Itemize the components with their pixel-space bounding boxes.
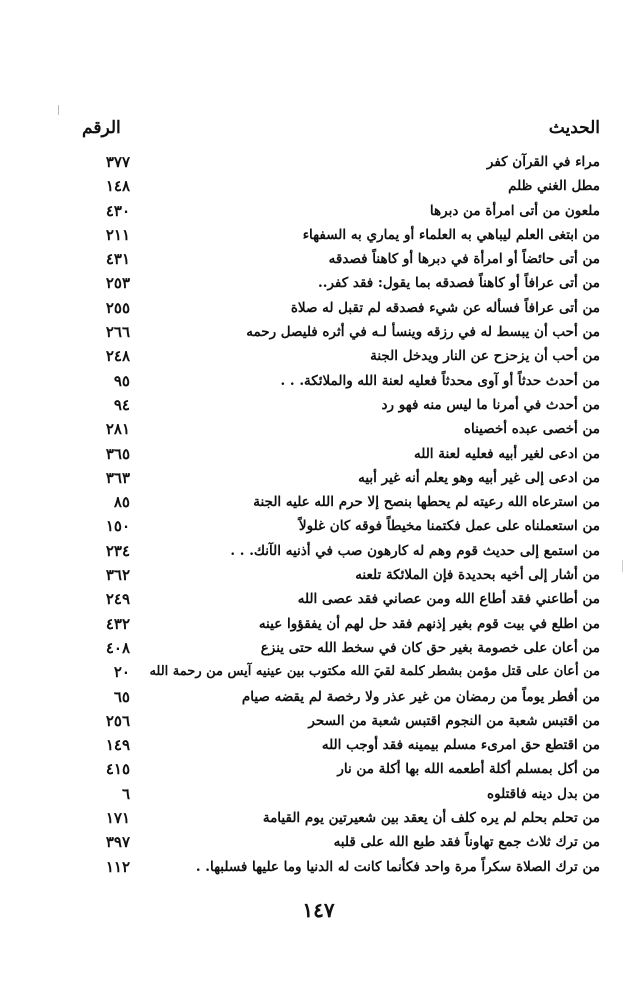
hadith-number: ١٤٨ — [105, 177, 130, 196]
index-row — [60, 541, 600, 565]
index-row — [60, 735, 600, 759]
index-row — [60, 832, 600, 856]
hadith-number: ٢٤٩ — [105, 590, 130, 609]
hadith-number: ١٧١ — [105, 809, 130, 828]
hadith-number: ٨٥ — [113, 493, 130, 512]
hadith-number: ٢٦٦ — [105, 323, 130, 342]
hadith-number: ٢١١ — [105, 225, 130, 244]
hadith-text: من أحدث في أمرنا ما ليس منه فهو رد — [381, 396, 600, 413]
hadith-text: من أحدث حدثاً أو آوى محدثاً فعليه لعنة الله والملائكة. . . — [280, 372, 600, 389]
hadith-number: ٣٦٥ — [105, 444, 130, 463]
index-row — [60, 322, 600, 346]
hadith-text: من اطلع في بيت قوم بغير إذنهم فقد حل لهم أن يفقؤوا عينه — [258, 615, 600, 632]
index-row — [60, 444, 600, 468]
hadith-text: من استعملناه على عمل فكتمنا مخيطاً فوقه كان غلولاً — [298, 518, 600, 535]
index-header — [70, 118, 600, 146]
hadith-text: من ابتغى العلم ليباهي به العلماء أو يماري به السفهاء — [302, 226, 600, 243]
hadith-text: مطل الغني ظلم — [508, 178, 600, 195]
hadith-number: ٤٠٨ — [105, 638, 130, 657]
hadith-text: من أتى حائضاً أو امرأة في دبرها أو كاهناً فصدقه — [328, 251, 600, 268]
hadith-number: ٢٠ — [113, 663, 130, 682]
index-row — [60, 662, 600, 686]
hadith-text: من ترك ثلاث جمع تهاوناً فقد طبع الله على قلبه — [333, 834, 600, 851]
index-row — [60, 492, 600, 516]
hadith-number: ٢٨١ — [105, 420, 130, 439]
hadith-text: من ادعى لغير أبيه فعليه لعنة الله — [413, 445, 600, 462]
hadith-text: من أتى عرافاً أو كاهناً فصدقه بما يقول: فقد كفر.. — [318, 275, 600, 292]
hadith-number: ٣٧٧ — [105, 153, 130, 171]
index-row — [60, 614, 600, 638]
index-row — [60, 273, 600, 297]
index-row — [60, 152, 600, 176]
index-row — [60, 371, 600, 395]
hadith-text: من ترك الصلاة سكراً مرة واحد فكأنما كانت له الدنيا وما عليها فسلبها. . — [195, 858, 600, 875]
hadith-number: ٢٥٥ — [105, 298, 130, 317]
hadith-number: ٩٤ — [113, 395, 130, 414]
hadith-text: من اقتطع حق امرىء مسلم بيمينه فقد أوجب الله — [321, 737, 600, 754]
index-row — [60, 711, 600, 735]
index-row — [60, 395, 600, 419]
hadith-number: ١٥٠ — [105, 517, 130, 536]
hadith-column-header: الحديث — [548, 118, 600, 138]
margin-mark — [58, 105, 59, 115]
hadith-text: من أكل بمسلم أكلة أطعمه الله بها أكلة من نار — [337, 761, 600, 778]
hadith-number: ٢٥٦ — [105, 711, 130, 730]
index-row — [60, 759, 600, 783]
hadith-text: من أعان على خصومة بغير حق كان في سخط الله حتى ينزع — [260, 639, 600, 656]
hadith-text: من اقتبس شعبة من النجوم اقتبس شعبة من السحر — [308, 712, 600, 729]
index-row — [60, 176, 600, 200]
index-row — [60, 808, 600, 832]
hadith-number: ٢٤٨ — [105, 347, 130, 366]
hadith-text: من أخصى عبده أخصيناه — [463, 421, 600, 438]
hadith-text: من استمع إلى حديث قوم وهم له كارهون صب في أذنيه الآنك. . . — [230, 542, 600, 559]
index-row — [60, 857, 600, 881]
index-row — [60, 687, 600, 711]
index-row — [60, 565, 600, 589]
hadith-number: ٤١٥ — [105, 760, 130, 779]
hadith-text: من أعان على قتل مؤمن بشطر كلمة لقيَ الله مكتوب بين عينيه آيس من رحمة الله — [149, 664, 600, 680]
hadith-text: مراء في القرآن كفر — [486, 154, 600, 170]
hadith-text: من بدل دينه فاقتلوه — [487, 785, 600, 802]
hadith-text: من أطاعني فقد أطاع الله ومن عصاني فقد عصى الله — [297, 591, 600, 608]
hadith-number: ٤٣٢ — [105, 614, 130, 633]
hadith-text: من أحب أن يزحزح عن النار ويدخل الجنة — [370, 348, 600, 365]
hadith-text: من ادعى إلى غير أبيه وهو يعلم أنه غير أبيه — [358, 469, 600, 486]
hadith-number: ٩٥ — [113, 371, 130, 390]
hadith-text: من أفطر يوماً من رمضان من غير عذر ولا رخصة لم يقضه صيام — [241, 688, 600, 705]
hadith-number: ٦٥ — [113, 687, 130, 706]
hadith-number: ٢٥٣ — [105, 274, 130, 293]
index-row — [60, 225, 600, 249]
hadith-text: من أتى عرافاً فسأله عن شيء فصدقه لم تقبل له صلاة — [290, 299, 600, 316]
index-row — [60, 298, 600, 322]
hadith-number: ٤٣١ — [105, 250, 130, 269]
hadith-number: ٤٣٠ — [105, 201, 130, 220]
hadith-number: ٣٩٧ — [105, 833, 130, 852]
index-row — [60, 784, 600, 808]
number-column-header: الرقم — [82, 118, 121, 138]
index-row — [60, 589, 600, 613]
index-row — [60, 419, 600, 443]
hadith-number: ٣٦٢ — [105, 566, 130, 585]
index-row — [60, 346, 600, 370]
hadith-number: ٢٣٤ — [105, 541, 130, 560]
hadith-number: ١٤٩ — [105, 736, 130, 755]
hadith-text: ملعون من أتى امرأة من دبرها — [429, 202, 600, 219]
hadith-text: من أشار إلى أخيه بحديدة فإن الملائكة تلعنه — [355, 567, 600, 584]
hadith-number: ١١٢ — [105, 857, 130, 876]
hadith-index-list — [60, 152, 600, 881]
index-row — [60, 468, 600, 492]
hadith-number: ٦ — [121, 784, 130, 803]
margin-mark-right — [622, 560, 631, 572]
hadith-text: من تحلم بحلم لم يره كلف أن يعقد بين شعيرتين يوم القيامة — [262, 810, 600, 827]
hadith-number: ٣٦٣ — [105, 468, 130, 487]
hadith-text: من أحب أن يبسط له في رزقه وينسأ لـه في أثره فليصل رحمه — [246, 324, 600, 341]
index-row — [60, 249, 600, 273]
index-row — [60, 516, 600, 540]
hadith-text: من استرعاه الله رعيته لم يحطها بنصح إلا حرم الله عليه الجنة — [253, 494, 600, 511]
index-row — [60, 638, 600, 662]
index-row — [60, 201, 600, 225]
page-number: ١٤٧ — [302, 898, 335, 922]
